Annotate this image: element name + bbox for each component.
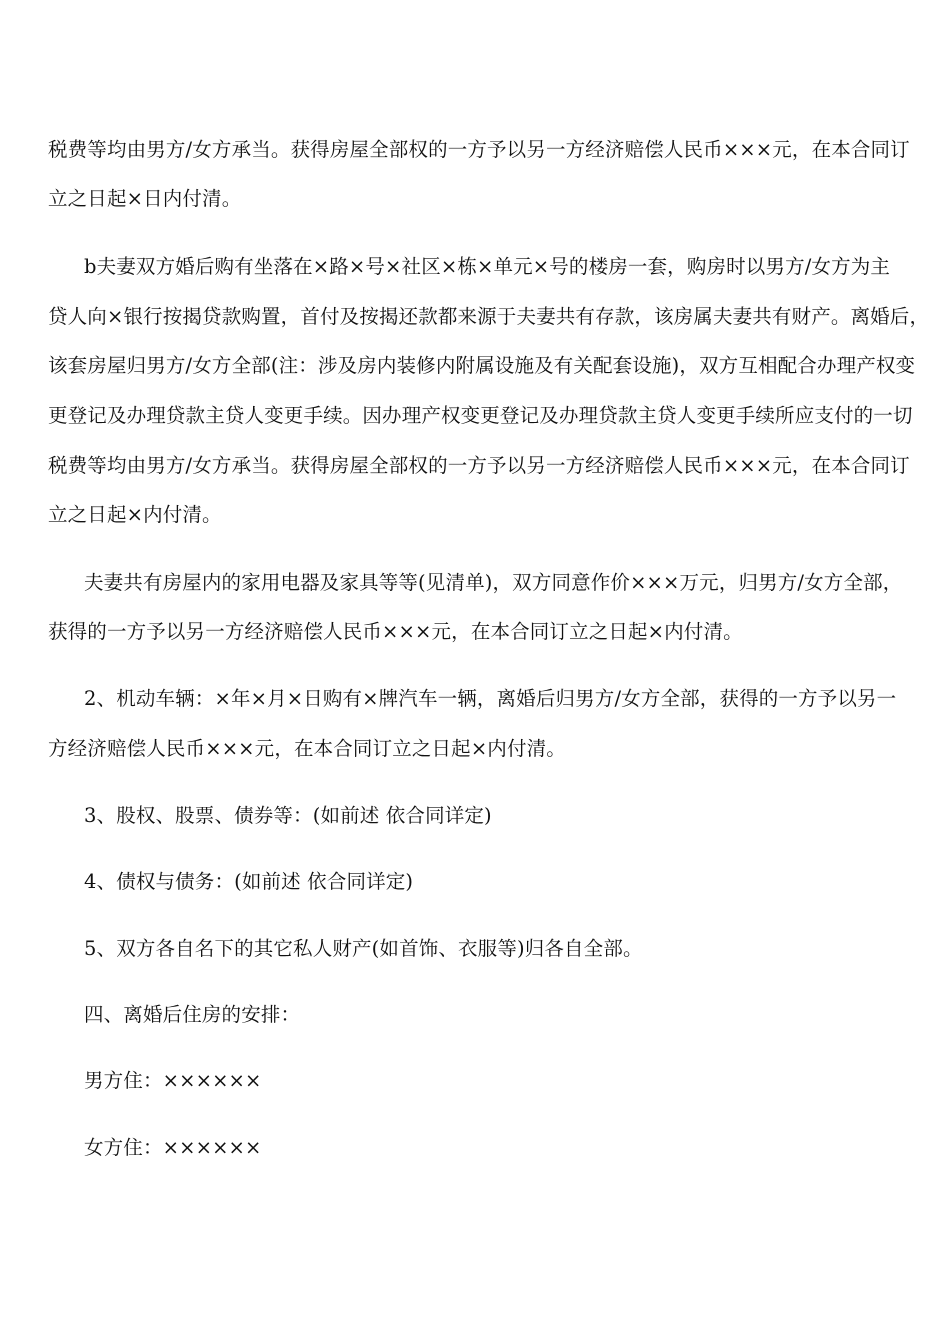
paragraph-line: 3、股权、股票、债券等：(如前述 依合同详定)	[84, 804, 492, 827]
paragraph-line: 获得的一方予以另一方经济赔偿人民币×××元，在本合同订立之日起×内付清。	[48, 620, 743, 643]
paragraph-line: 该套房屋归男方/女方全部(注：涉及房内装修内附属设施及有关配套设施)，双方互相配合办理产权变	[48, 354, 916, 377]
paragraph-line: 立之日起×日内付清。	[48, 187, 242, 210]
paragraph-line: 夫妻共有房屋内的家用电器及家具等等(见清单)，双方同意作价×××万元，归男方/女方全部，	[84, 571, 903, 594]
paragraph-line: 5、双方各自名下的其它私人财产(如首饰、衣服等)归各自全部。	[84, 937, 643, 960]
paragraph-line: 女方住：××××××	[84, 1136, 262, 1159]
paragraph-line: 税费等均由男方/女方承当。获得房屋全部权的一方予以另一方经济赔偿人民币×××元，在本合同订	[48, 138, 910, 161]
paragraph-line: 方经济赔偿人民币×××元，在本合同订立之日起×内付清。	[48, 737, 566, 760]
paragraph-line: 立之日起×内付清。	[48, 503, 222, 526]
paragraph-line: b夫妻双方婚后购有坐落在×路×号×社区×栋×单元×号的楼房一套，购房时以男方/女方为主	[84, 255, 891, 278]
paragraph-line: 贷人向×银行按揭贷款购置，首付及按揭还款都来源于夫妻共有存款，该房属夫妻共有财产。离婚后，	[48, 305, 930, 328]
paragraph-line: 税费等均由男方/女方承当。获得房屋全部权的一方予以另一方经济赔偿人民币×××元，在本合同订	[48, 454, 910, 477]
paragraph-line: 更登记及办理贷款主贷人变更手续。因办理产权变更登记及办理贷款主贷人变更手续所应支付的一切	[48, 404, 913, 427]
paragraph-line: 2、机动车辆：×年×月×日购有×牌汽车一辆，离婚后归男方/女方全部，获得的一方予以另一	[84, 687, 897, 710]
section-heading: 四、离婚后住房的安排：	[84, 1003, 301, 1026]
paragraph-line: 男方住：××××××	[84, 1069, 262, 1092]
paragraph-line: 4、债权与债务：(如前述 依合同详定)	[84, 870, 414, 893]
